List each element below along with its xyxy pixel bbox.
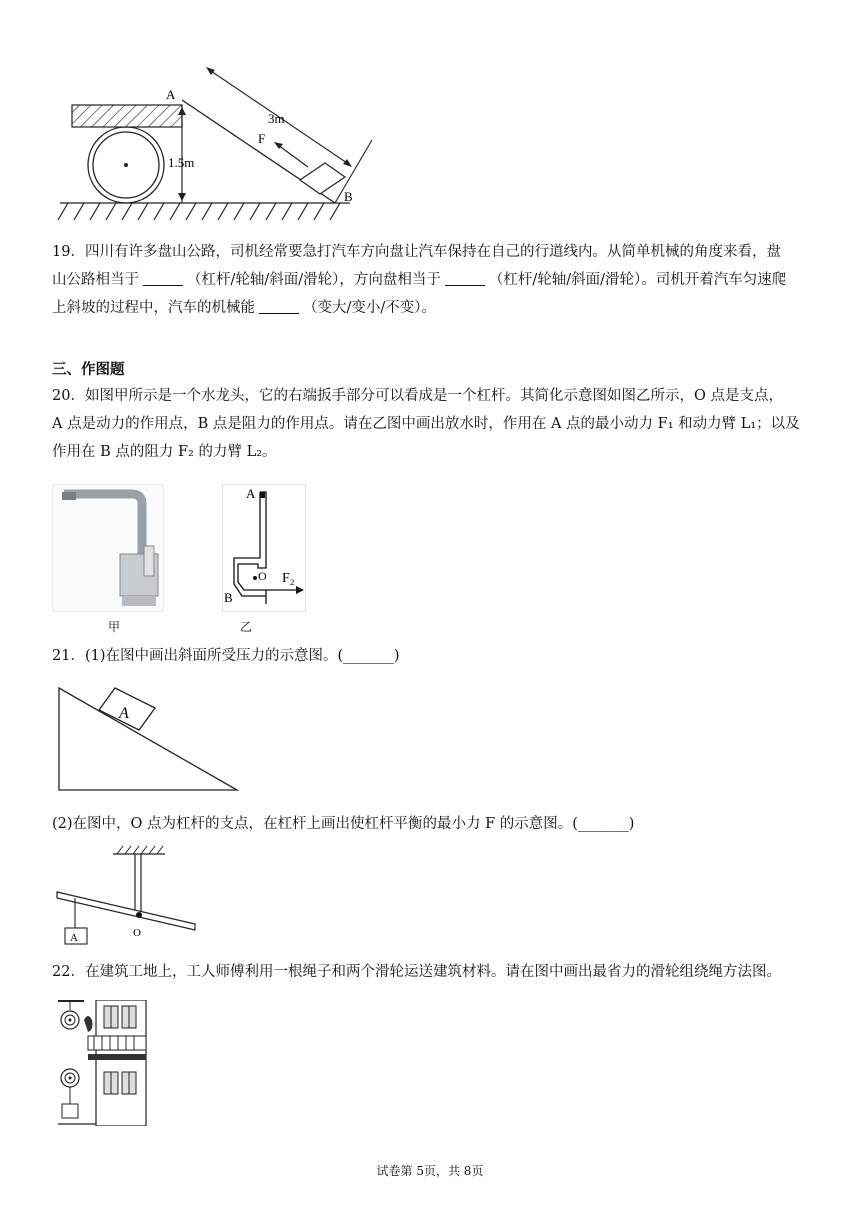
q19-blank-3[interactable] [259,299,299,314]
incline-block-figure [55,680,245,795]
q19-text [52,238,812,322]
faucet-photo [52,484,164,612]
caption-jia: 甲 [108,620,121,634]
label-length: 3m [268,111,285,126]
incline-block [300,163,345,194]
label-A: A [166,87,176,102]
q19-line2: 山公路相当于 （杠杆/轮轴/斜面/滑轮），方向盘相当于 （杠杆/轮轴/斜面/滑轮）。司机开着汽车匀速爬 [52,272,787,288]
yi-label-F2: F₂ [282,571,295,586]
pulley-building-figure [58,1000,148,1126]
block-label-A: A [119,705,129,722]
q20-line2: A 点是动力的作用点，B 点是阻力的作用点。请在乙图中画出放水时，作用在 A 点的最小动力 F₁ 和动力臂 L₁；以及 [52,416,800,432]
q21-part1: 21．(1)在图中画出斜面所受压力的示意图。(_______) [52,648,400,664]
caption-yi: 乙 [240,620,253,634]
lever-label-O: O [133,927,141,939]
q22-text: 22．在建筑工地上，工人师傅利用一根绳子和两个滑轮运送建筑材料。请在图中画出最省力的滑轮组绕绳方法图。 [52,964,781,980]
yi-label-B: B [224,590,233,605]
top-block [72,105,182,127]
q19-line3: 上斜坡的过程中，汽车的机械能 （变大/变小/不变）。 [52,300,437,316]
label-F: F [258,131,266,146]
q19-blank-1[interactable] [143,271,183,286]
lever-label-A: A [70,932,78,944]
label-B: B [344,189,353,204]
q19-line1: 19．四川有许多盘山公路，司机经常要急打汽车方向盘让汽车保持在自己的行道线内。从简单机械的角度来看，盘 [52,244,781,260]
lever-diagram-yi [222,484,306,612]
incline-figure [50,55,390,230]
section-heading: 三、作图题 [52,361,125,378]
yi-label-O: O [258,569,267,583]
lever-figure [55,840,205,950]
q20-line3: 作用在 B 点的阻力 F₂ 的力臂 L₂。 [52,444,277,460]
label-height: 1.5m [168,155,195,170]
q19-blank-2[interactable] [445,271,485,286]
page-footer: 试卷第 5页，共 8页 [376,1164,484,1178]
yi-label-A: A [246,486,256,501]
q20-text [52,382,812,466]
q21-part2: (2)在图中，O 点为杠杆的支点，在杠杆上画出使杠杆平衡的最小力 F 的示意图。(_______) [52,816,635,832]
q20-line1: 20．如图甲所示是一个水龙头，它的右端扳手部分可以看成是一个杠杆。其简化示意图如图乙所示，O 点是支点， [52,388,783,404]
